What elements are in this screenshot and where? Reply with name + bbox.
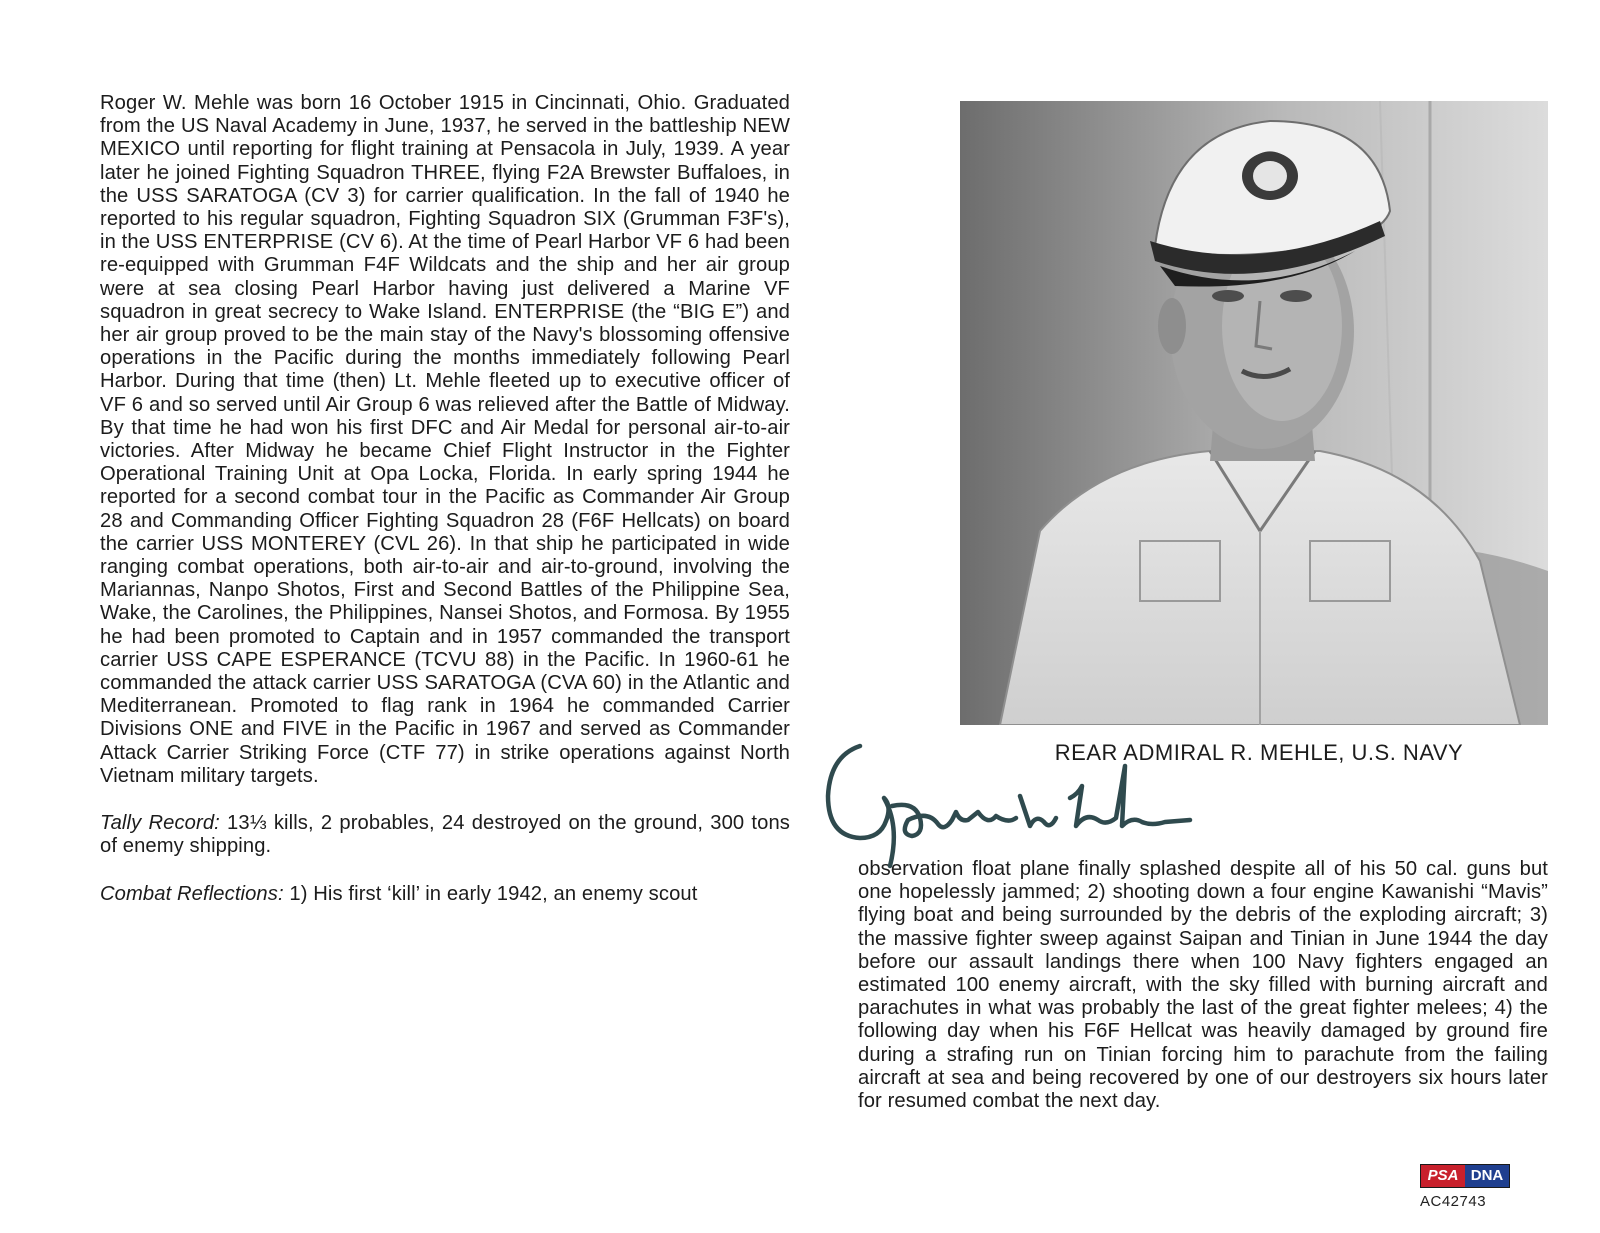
reflections-text-start: 1) His first ‘kill’ in early 1942, an enemy scout	[283, 882, 698, 905]
portrait-illustration	[960, 101, 1548, 725]
biography-column	[100, 92, 790, 906]
reflections-label: Combat Reflections:	[100, 882, 284, 905]
biography-paragraph: Roger W. Mehle was born 16 October 1915 in Cincinnati, Ohio. Graduated from the US Naval Academy in June, 1937, he served in the battleship NEW MEXICO until reporting for flight training at Pensacola in July, 1939. A year later he joined Fighting Squadron THREE, flying F2A Brewster Buffaloes, in the USS SARATOGA (CV 3) for carrier qualification. In the fall of 1940 he reported to his regular squadron, Fighting Squadron SIX (Grumman F3F's), in the USS ENTERPRISE (CV 6). At the time of Pearl Harbor VF 6 had been re-equipped with Grumman F4F Wildcats and the ship and her air group were at sea closing Pearl Harbor having just delivered a Marine VF squadron in great secrecy to Wake Island. ENTERPRISE (the “BIG E”) and her air group proved to be the main stay of the Navy's blossoming offensive operations in the Pacific during the months immediately following Pearl Harbor. During that time (then) Lt. Mehle fleeted up to executive officer of VF 6 and so served until Air Group 6 was relieved after the Battle of Midway. By that time he had won his first DFC and Air Medal for personal air-to-air victories. After Midway he became Chief Flight Instructor in the Fighter Operational Training Unit at Opa Locka, Florida. In early spring 1944 he reported for a second combat tour in the Pacific as Commander Air Group 28 and Commanding Officer Fighting Squadron 28 (F6F Hellcats) on board the carrier USS MONTEREY (CVL 26). In that ship he participated in wide ranging combat operations, both air-to-air and air-to-ground, involving the Mariannas, Nanpo Shotos, First and Second Battles of the Philippine Sea, Wake, the Carolines, the Philippines, Nansei Shotos, and Formosa. By 1955 he had been promoted to Captain and in 1957 commanded the transport carrier USS CAPE ESPERANCE (TCVU 88) in the Pacific. In 1960-61 he commanded the attack carrier USS SARATOGA (CVA 60) in the Atlantic and Mediterranean. Promoted to flag rank in 1964 he commanded Carrier Divisions ONE and FIVE in the Pacific in 1967 and served as Commander Attack Carrier Striking Force (CTF 77) in strike operations against North Vietnam military targets.	[100, 92, 790, 787]
portrait-photo	[960, 101, 1548, 725]
reflections-text-continued: observation float plane finally splashed despite all of his 50 cal. guns but one hopelessly jammed; 2) shooting down a four engine Kawanishi “Mavis” flying boat and being surrounded by the debris of the exploding aircraft; 3) the massive fighter sweep against Saipan and Tinian in June 1944 the day before our assault landings there when 100 Navy fighters engaged an estimated 100 enemy aircraft, with the sky filled with burning aircraft and parachutes in what was probably the last of the great fighter melees; 4) the following day when his F6F Hellcat was heavily damaged by ground fire during a strafing run on Tinian forcing him to parachute from the failing aircraft at sea and being recovered by one of our destroyers six hours later for resumed combat the next day.	[858, 858, 1548, 1113]
psa-mark: PSA	[1421, 1165, 1465, 1187]
reflections-continued-column	[858, 858, 1548, 1113]
combat-reflections-start	[100, 883, 790, 906]
psa-dna-logo	[1420, 1164, 1510, 1188]
certification-number: AC42743	[1420, 1193, 1487, 1210]
photo-caption: REAR ADMIRAL R. MEHLE, U.S. NAVY	[1054, 740, 1464, 765]
tally-record	[100, 812, 790, 858]
tally-label: Tally Record:	[100, 812, 220, 835]
tally-text: 13⅓ kills, 2 probables, 24 destroyed on the ground, 300 tons of enemy shipping.	[100, 812, 790, 858]
dna-mark: DNA	[1465, 1165, 1509, 1187]
